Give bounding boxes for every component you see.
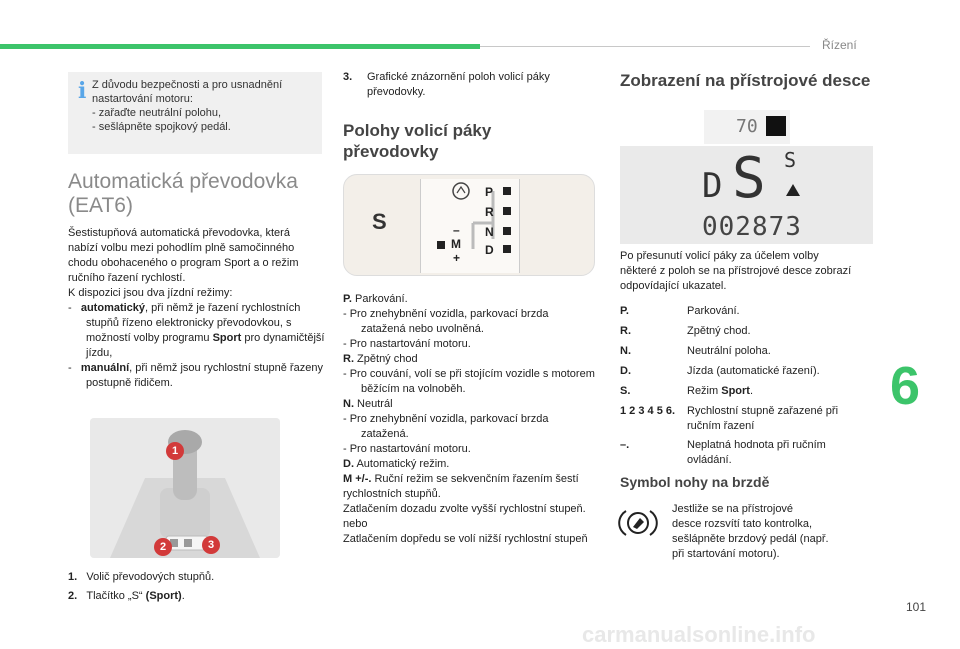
instrument-display <box>620 108 873 244</box>
manual-minus: – <box>453 223 460 237</box>
caption-3-number: 3. <box>343 71 353 83</box>
desc-item: nebo <box>343 518 368 530</box>
indicator-n <box>503 227 511 235</box>
desc-n: N. Neutrál <box>343 398 393 410</box>
position-p: P <box>485 185 494 199</box>
main-title-line: (EAT6) <box>68 194 133 217</box>
position-n: N <box>485 225 494 239</box>
title-line: Polohy volicí páky <box>343 121 492 140</box>
photo-captions <box>68 570 330 604</box>
watermark: carmanualsonline.info <box>582 622 816 647</box>
title-line: převodovky <box>343 142 439 161</box>
desc-item: Zatlačením dopředu se volí nižší rychlostní stupeň <box>343 533 588 545</box>
callout-badge: 2 <box>154 538 172 556</box>
foot-line: desce rozsvítí tato kontrolka, <box>672 518 813 530</box>
foot-symbol-title: Symbol nohy na brzdě <box>620 474 770 490</box>
callout-badge: 1 <box>166 442 184 460</box>
intro-line: Po přesunutí volicí páky za účelem volby <box>620 250 819 262</box>
caption-3 <box>343 70 593 100</box>
info-line: - zařaďte neutrální polohu, <box>92 107 222 119</box>
dashboard-display-title: Zobrazení na přístrojové desce <box>620 71 871 90</box>
intro-line: K dispozici jsou dva jízdní režimy: <box>68 287 233 299</box>
caption-3-line: převodovky. <box>367 86 426 98</box>
indicator-m <box>437 241 445 249</box>
intro-line: Šestistupňová automatická převodovka, která <box>68 227 290 239</box>
callout-badge: 3 <box>202 536 220 554</box>
up-arrow-icon <box>786 184 800 196</box>
desc-d: D. Automatický režim. <box>343 458 450 470</box>
foot-symbol-text <box>672 502 882 562</box>
page-number: 101 <box>906 600 927 614</box>
intro-paragraph <box>68 226 330 391</box>
header-rule <box>480 46 810 47</box>
desc-r: R. Zpětný chod <box>343 353 418 365</box>
info-line: nastartování motoru: <box>92 93 193 105</box>
safety-info-box <box>68 72 322 154</box>
info-text <box>92 78 282 134</box>
main-title <box>68 170 298 218</box>
section-title: Řízení <box>822 38 857 52</box>
gear-selector-graphic <box>343 174 595 276</box>
desc-item: - Pro couvání, volí se při stojícím vozidle s motorem běžícím na volnoběh. <box>343 368 595 395</box>
display-main <box>620 146 873 244</box>
selector-gate <box>420 179 520 273</box>
sport-button-label: S <box>372 209 387 234</box>
caption-2: 2. Tlačítko „S“ (Sport). <box>68 590 185 602</box>
foot-line: sešlápněte brzdový pedál (např. <box>672 533 829 545</box>
indicator-p <box>503 187 511 195</box>
display-odometer: 002873 <box>702 212 802 242</box>
intro-line: ručního řazení rychlostí. <box>68 272 186 284</box>
manual-plus: + <box>453 251 461 265</box>
desc-p: P. Parkování. <box>343 293 408 305</box>
desc-item: - Pro nastartování motoru. <box>343 338 471 350</box>
indicator-d <box>503 245 511 253</box>
desc-item: - Pro znehybnění vozidla, parkovací brzda zatažená. <box>343 413 549 440</box>
display-top-value: 70 <box>736 116 758 137</box>
desc-m: M +/-. Ruční režim se sekvenčním řazením šestí rychlostních stupňů. <box>343 473 579 500</box>
position-d: D <box>485 243 494 257</box>
positions-description <box>343 292 595 547</box>
manual-m: M <box>451 237 461 251</box>
main-title-line: Automatická převodovka <box>68 170 298 193</box>
display-small-s: S <box>784 148 797 172</box>
intro-line: chodu obohaceného o program Sport a o režim <box>68 257 299 269</box>
display-intro <box>620 249 882 294</box>
caption-3-line: Grafické znázornění poloh volicí páky <box>367 71 550 83</box>
foot-line: Jestliže se na přístrojové <box>672 503 794 515</box>
intro-line: některé z poloh se na přístrojové desce zobrazí <box>620 265 852 277</box>
brake-foot-svg <box>618 505 658 541</box>
display-sport-letter: S <box>732 146 766 211</box>
display-top-strip <box>704 110 790 144</box>
desc-item: Zatlačením dozadu zvolte vyšší rychlostní stupeň. <box>343 503 586 515</box>
info-icon: i <box>78 78 87 104</box>
caption-1: 1. Volič převodových stupňů. <box>68 571 215 583</box>
mode-manual: - manuální, při němž jsou rychlostní stupně řazeny postupně řidičem. <box>68 362 323 389</box>
header-accent-bar <box>0 44 480 49</box>
info-line: Z důvodu bezpečnosti a pro usnadnění <box>92 79 283 91</box>
mode-automatic: - automatický, při němž je řazení rychlostních stupňů řízeno elektronicky převodovkou, s možností volby programu Sport pro dynamičtější jízdu, <box>68 302 325 359</box>
indicator-r <box>503 207 511 215</box>
display-block <box>766 116 786 136</box>
info-line: - sešlápněte spojkový pedál. <box>92 121 231 133</box>
gear-lever-photo <box>90 418 280 558</box>
position-r: R <box>485 205 494 219</box>
chapter-number: 6 <box>890 356 921 416</box>
intro-line: nabízí volbu mezi pohodlím plně samočinného <box>68 242 295 254</box>
gear-lever-illustration <box>90 418 280 558</box>
desc-item: - Pro nastartování motoru. <box>343 443 471 455</box>
intro-line: odpovídající ukazatel. <box>620 280 727 292</box>
selector-positions-title <box>343 120 593 162</box>
foot-line: při startování motoru). <box>672 548 780 560</box>
desc-item: - Pro znehybnění vozidla, parkovací brzda zatažená nebo uvolněná. <box>343 308 549 335</box>
display-gear-letter: D <box>702 166 723 206</box>
brake-foot-icon <box>618 505 658 541</box>
